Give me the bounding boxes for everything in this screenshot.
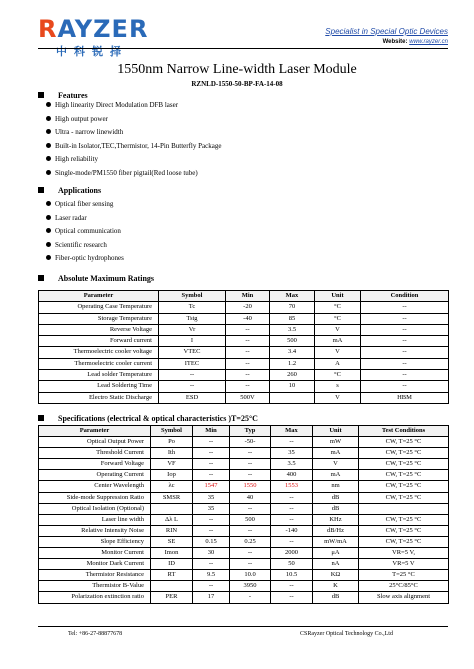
- spec-cell: Monitor Current: [39, 548, 151, 559]
- spec-cell: Optical Isolation (Optional): [39, 503, 151, 514]
- abs-cell: -40: [226, 313, 270, 324]
- abs-cell: mA: [315, 336, 361, 347]
- bullet-dot-icon: [46, 215, 51, 220]
- spec-cell: --: [230, 448, 271, 459]
- abs-cell: --: [361, 324, 449, 335]
- abs-cell: A: [315, 358, 361, 369]
- spec-cell: 9.5: [193, 570, 230, 581]
- website-label: Website:: [382, 39, 408, 45]
- spec-cell: CW, T=25 °C: [359, 470, 449, 481]
- logo-chinese-text: 中科锐择: [56, 45, 128, 58]
- spec-cell: 3.5: [271, 459, 313, 470]
- spec-cell: Polarization extinction ratio: [39, 592, 151, 603]
- spec-column-header: Unit: [313, 426, 359, 437]
- spec-cell: nm: [313, 481, 359, 492]
- spec-cell: Slope Efficiency: [39, 536, 151, 547]
- spec-cell: CW, T=25 °C: [359, 514, 449, 525]
- abs-cell: Tc: [159, 302, 226, 313]
- spec-cell: --: [230, 459, 271, 470]
- spec-cell: Side-mode Suppression Ratio: [39, 492, 151, 503]
- abs-cell: V: [315, 392, 361, 403]
- abs-cell: I: [159, 336, 226, 347]
- spec-row: [39, 559, 449, 570]
- footer-divider: [38, 626, 448, 627]
- abs-cell: 260: [270, 370, 315, 381]
- spec-cell: VR=5 V,: [359, 548, 449, 559]
- spec-cell: K: [313, 581, 359, 592]
- bullet-dot-icon: [46, 102, 51, 107]
- spec-cell: PER: [151, 592, 193, 603]
- application-item-text: Optical fiber sensing: [55, 200, 114, 208]
- abs-cell: 85: [270, 313, 315, 324]
- spec-cell: --: [271, 503, 313, 514]
- spec-cell: RT: [151, 570, 193, 581]
- spec-cell: KΩ: [313, 570, 359, 581]
- spec-cell: 1550: [230, 481, 271, 492]
- abs-cell: Storage Temperature: [39, 313, 159, 324]
- abs-column-header: Unit: [315, 291, 361, 302]
- abs-cell: Tstg: [159, 313, 226, 324]
- application-item: [46, 198, 124, 212]
- bullet-square-icon: [38, 275, 44, 281]
- spec-cell: 25°C/85°C: [359, 581, 449, 592]
- feature-item: [46, 140, 221, 154]
- spec-column-header: Test Conditions: [359, 426, 449, 437]
- spec-cell: dB/Hz: [313, 525, 359, 536]
- spec-row: [39, 525, 449, 536]
- abs-cell: --: [361, 358, 449, 369]
- spec-cell: mW: [313, 437, 359, 448]
- spec-cell: 30: [193, 548, 230, 559]
- abs-cell: HBM: [361, 392, 449, 403]
- spec-cell: --: [271, 581, 313, 592]
- abs-cell: --: [361, 347, 449, 358]
- spec-cell: 35: [193, 503, 230, 514]
- abs-cell: Operating Case Temperature: [39, 302, 159, 313]
- abs-cell: --: [226, 324, 270, 335]
- spec-row: [39, 548, 449, 559]
- feature-item-text: High reliability: [55, 155, 98, 164]
- spec-cell: Δλ L: [151, 514, 193, 525]
- tagline: Specialist in Special Optic Devices: [325, 27, 448, 36]
- spec-cell: --: [193, 437, 230, 448]
- abs-cell: --: [361, 302, 449, 313]
- abs-row: [39, 370, 449, 381]
- spec-cell: --: [271, 536, 313, 547]
- features-heading: Features: [38, 91, 88, 100]
- spec-row: [39, 514, 449, 525]
- website-line: [288, 39, 448, 45]
- logo-wordmark: RAYZER: [38, 15, 149, 43]
- bullet-dot-icon: [46, 116, 51, 121]
- abs-cell: [270, 392, 315, 403]
- application-item: [46, 225, 124, 239]
- spec-cell: Forward Voltage: [39, 459, 151, 470]
- spec-cell: -: [230, 592, 271, 603]
- abs-cell: --: [361, 313, 449, 324]
- abs-cell: V: [315, 324, 361, 335]
- feature-item: [46, 126, 221, 140]
- applications-list: [46, 198, 124, 266]
- abs-column-header: Parameter: [39, 291, 159, 302]
- abs-column-header: Min: [226, 291, 270, 302]
- footer-phone: Tel: +86-27-88877678: [68, 631, 123, 637]
- spec-cell: RIN: [151, 525, 193, 536]
- spec-cell: Center Wavelength: [39, 481, 151, 492]
- spec-cell: 1547: [193, 481, 230, 492]
- abs-cell: Electro Static Discharge: [39, 392, 159, 403]
- application-item-text: Scientific research: [55, 240, 107, 249]
- application-item: [46, 239, 124, 253]
- abs-row: [39, 313, 449, 324]
- spec-cell: 17: [193, 592, 230, 603]
- spec-row: [39, 459, 449, 470]
- abs-row: [39, 324, 449, 335]
- spec-row: [39, 536, 449, 547]
- bullet-dot-icon: [46, 156, 51, 161]
- spec-cell: μA: [313, 548, 359, 559]
- features-list: [46, 99, 221, 181]
- abs-cell: ESD: [159, 392, 226, 403]
- bullet-dot-icon: [46, 143, 51, 148]
- spec-cell: --: [230, 559, 271, 570]
- spec-cell: --: [193, 448, 230, 459]
- abs-cell: Lead solder Temperature: [39, 370, 159, 381]
- feature-item-text: Single-mode/PM1550 fiber pigtail(Red loose tube): [55, 168, 198, 177]
- abs-cell: Thermoelectric cooler voltage: [39, 347, 159, 358]
- application-item: [46, 212, 124, 226]
- feature-item: [46, 167, 221, 181]
- abs-row: [39, 347, 449, 358]
- spec-cell: --: [271, 492, 313, 503]
- spec-row: [39, 448, 449, 459]
- abs-column-header: Max: [270, 291, 315, 302]
- feature-item-text: Ultra - narrow linewidth: [55, 128, 124, 137]
- abs-row: [39, 302, 449, 313]
- abs-cell: --: [226, 381, 270, 392]
- spec-cell: Slow axis alignment: [359, 592, 449, 603]
- absolute-ratings-table: [38, 290, 449, 404]
- spec-cell: 50: [271, 559, 313, 570]
- spec-cell: ID: [151, 559, 193, 570]
- spec-column-header: Typ: [230, 426, 271, 437]
- application-item-text: Optical communication: [55, 227, 121, 236]
- spec-column-header: Symbol: [151, 426, 193, 437]
- spec-cell: [151, 503, 193, 514]
- spec-cell: SMSR: [151, 492, 193, 503]
- spec-cell: VR=5 V: [359, 559, 449, 570]
- spec-cell: -50-: [230, 437, 271, 448]
- spec-cell: CW, T=25 °C: [359, 536, 449, 547]
- abs-cell: 70: [270, 302, 315, 313]
- abs-cell: Lead Soldering Time: [39, 381, 159, 392]
- abs-cell: V: [315, 347, 361, 358]
- abs-cell: 500V: [226, 392, 270, 403]
- abs-column-header: Symbol: [159, 291, 226, 302]
- abs-row: [39, 381, 449, 392]
- spec-cell: --: [193, 459, 230, 470]
- abs-cell: ITEC: [159, 358, 226, 369]
- spec-cell: 10.5: [271, 570, 313, 581]
- abs-cell: VTEC: [159, 347, 226, 358]
- bullet-square-icon: [38, 415, 44, 421]
- spec-cell: --: [230, 470, 271, 481]
- company-logo: [38, 15, 149, 58]
- applications-heading: Applications: [38, 186, 101, 195]
- abs-cell: --: [159, 370, 226, 381]
- bullet-dot-icon: [46, 170, 51, 175]
- abs-cell: -20: [226, 302, 270, 313]
- spec-cell: CW, T=25 °C: [359, 492, 449, 503]
- abs-cell: --: [226, 336, 270, 347]
- spec-cell: Relative Intensity Noise: [39, 525, 151, 536]
- abs-cell: Vr: [159, 324, 226, 335]
- abs-cell: --: [226, 347, 270, 358]
- abs-cell: 3.5: [270, 324, 315, 335]
- spec-cell: -140: [271, 525, 313, 536]
- bullet-dot-icon: [46, 228, 51, 233]
- spec-row: [39, 470, 449, 481]
- spec-cell: CW, T=25 °C: [359, 437, 449, 448]
- footer-company: CSRayzer Optical Technology Co.,Ltd: [300, 631, 393, 637]
- abs-cell: --: [361, 370, 449, 381]
- spec-cell: --: [230, 548, 271, 559]
- spec-cell: mA: [313, 470, 359, 481]
- spec-cell: CW, T=25 °C: [359, 525, 449, 536]
- abs-cell: --: [226, 370, 270, 381]
- feature-item-text: High output power: [55, 114, 108, 123]
- spec-cell: CW, T=25 °C: [359, 481, 449, 492]
- bullet-dot-icon: [46, 129, 51, 134]
- spec-row: [39, 570, 449, 581]
- spec-cell: Po: [151, 437, 193, 448]
- absolute-ratings-heading: Absolute Maximum Ratings: [38, 274, 154, 283]
- spec-cell: mW/mA: [313, 536, 359, 547]
- specifications-table: [38, 425, 449, 604]
- feature-item-text: High linearity Direct Modulation DFB laser: [55, 101, 179, 109]
- spec-cell: Thermistor B-Value: [39, 581, 151, 592]
- spec-cell: 35: [271, 448, 313, 459]
- application-item: [46, 252, 124, 266]
- feature-item-text: Built-in Isolator,TEC,Thermistor, 14-Pin Butterfly Package: [55, 141, 222, 150]
- spec-column-header: Parameter: [39, 426, 151, 437]
- application-item-text: Laser radar: [55, 213, 87, 222]
- spec-cell: Monitor Dark Current: [39, 559, 151, 570]
- abs-cell: --: [361, 381, 449, 392]
- spec-cell: VF: [151, 459, 193, 470]
- abs-cell: °C: [315, 302, 361, 313]
- bullet-dot-icon: [46, 201, 51, 206]
- spec-cell: 2000: [271, 548, 313, 559]
- spec-cell: [151, 581, 193, 592]
- abs-cell: Thermoelectric cooler current: [39, 358, 159, 369]
- feature-item: [46, 99, 221, 113]
- spec-cell: --: [193, 525, 230, 536]
- spec-cell: 3950: [230, 581, 271, 592]
- abs-cell: °C: [315, 313, 361, 324]
- abs-cell: °C: [315, 370, 361, 381]
- abs-cell: --: [226, 358, 270, 369]
- spec-cell: mA: [313, 448, 359, 459]
- spec-row: [39, 581, 449, 592]
- spec-cell: CW, T=25 °C: [359, 448, 449, 459]
- spec-column-header: Min: [193, 426, 230, 437]
- spec-cell: dB: [313, 592, 359, 603]
- spec-cell: Imon: [151, 548, 193, 559]
- spec-cell: --: [230, 503, 271, 514]
- spec-cell: --: [271, 592, 313, 603]
- abs-cell: Reverse Voltage: [39, 324, 159, 335]
- model-number: RZNLD-1550-50-BP-FA-14-08: [191, 80, 283, 88]
- spec-cell: 40: [230, 492, 271, 503]
- spec-cell: Iop: [151, 470, 193, 481]
- feature-item: [46, 113, 221, 127]
- spec-cell: V: [313, 459, 359, 470]
- abs-row: [39, 358, 449, 369]
- spec-column-header: Max: [271, 426, 313, 437]
- abs-cell: 3.4: [270, 347, 315, 358]
- spec-cell: 400: [271, 470, 313, 481]
- spec-cell: 10.0: [230, 570, 271, 581]
- document-title: 1550nm Narrow Line-width Laser Module: [117, 62, 357, 77]
- spec-cell: SE: [151, 536, 193, 547]
- feature-item: [46, 153, 221, 167]
- abs-cell: 10: [270, 381, 315, 392]
- spec-cell: Threshold Current: [39, 448, 151, 459]
- spec-cell: 500: [230, 514, 271, 525]
- spec-cell: [359, 503, 449, 514]
- spec-cell: KHz: [313, 514, 359, 525]
- spec-cell: 35: [193, 492, 230, 503]
- abs-cell: s: [315, 381, 361, 392]
- spec-cell: CW, T=25 °C: [359, 459, 449, 470]
- spec-cell: --: [193, 470, 230, 481]
- abs-row: [39, 336, 449, 347]
- website-link[interactable]: www.rayzer.cn: [409, 39, 448, 45]
- spec-row: [39, 481, 449, 492]
- spec-cell: dB: [313, 503, 359, 514]
- bullet-dot-icon: [46, 255, 51, 260]
- abs-column-header: Condition: [361, 291, 449, 302]
- abs-cell: --: [159, 381, 226, 392]
- header-divider: [38, 48, 448, 49]
- spec-cell: --: [230, 525, 271, 536]
- spec-cell: Laser line width: [39, 514, 151, 525]
- spec-cell: Thermistor Resistance: [39, 570, 151, 581]
- abs-cell: Forward current: [39, 336, 159, 347]
- bullet-square-icon: [38, 187, 44, 193]
- spec-cell: 0.25: [230, 536, 271, 547]
- spec-row: [39, 592, 449, 603]
- spec-row: [39, 492, 449, 503]
- specifications-heading: Specifications (electrical & optical characteristics )T=25°C: [38, 414, 258, 423]
- spec-cell: --: [193, 559, 230, 570]
- spec-cell: --: [271, 514, 313, 525]
- spec-cell: dB: [313, 492, 359, 503]
- spec-cell: 1553: [271, 481, 313, 492]
- abs-cell: --: [361, 336, 449, 347]
- spec-cell: T=25 °C: [359, 570, 449, 581]
- application-item-text: Fiber-optic hydrophones: [55, 254, 124, 263]
- bullet-dot-icon: [46, 242, 51, 247]
- spec-cell: Operating Current: [39, 470, 151, 481]
- spec-row: [39, 437, 449, 448]
- spec-cell: Optical Output Power: [39, 437, 151, 448]
- abs-cell: 500: [270, 336, 315, 347]
- spec-cell: nA: [313, 559, 359, 570]
- spec-cell: 0.15: [193, 536, 230, 547]
- bullet-square-icon: [38, 92, 44, 98]
- spec-cell: --: [193, 514, 230, 525]
- abs-cell: 1.2: [270, 358, 315, 369]
- spec-cell: Ith: [151, 448, 193, 459]
- spec-row: [39, 503, 449, 514]
- spec-cell: --: [271, 437, 313, 448]
- abs-row: [39, 392, 449, 403]
- spec-cell: λc: [151, 481, 193, 492]
- spec-cell: --: [193, 581, 230, 592]
